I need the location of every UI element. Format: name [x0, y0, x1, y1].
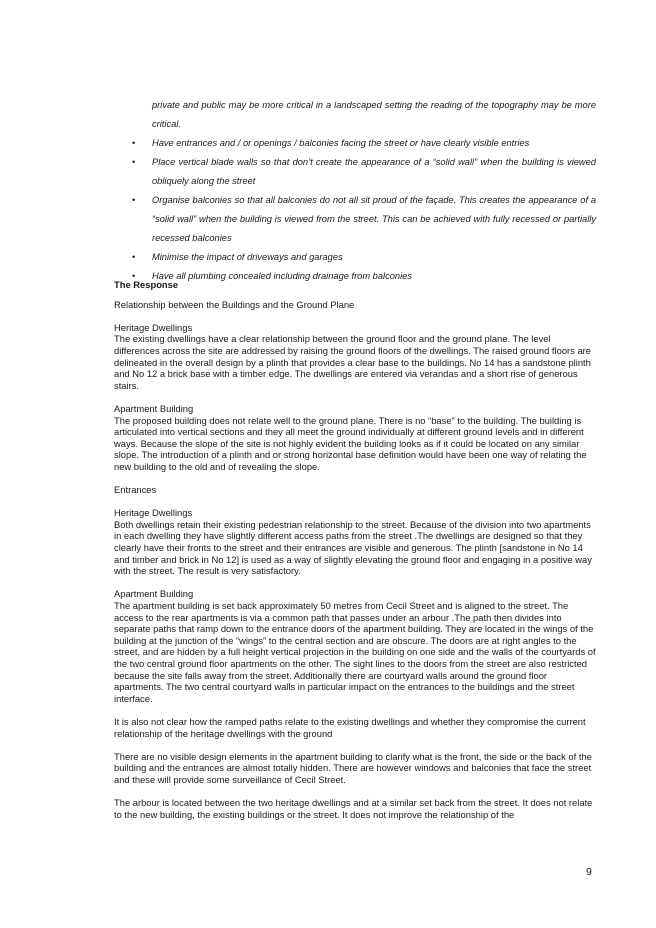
subheading-entrances: Entrances [114, 484, 157, 496]
list-item [114, 153, 596, 191]
list-item [114, 134, 596, 153]
list-item [114, 248, 596, 267]
subheading-ground-plane: Relationship between the Buildings and the Ground Plane [114, 298, 355, 310]
bullet-icon: • [132, 138, 136, 148]
apartment-heading: Apartment Building [114, 588, 194, 600]
list-item-text: Minimise the impact of driveways and garages [152, 252, 343, 262]
paragraph: There are no visible design elements in the apartment building to clarify what is the front, the side or the back of the building and the entrances are almost totally hidden. There are however windows and balconies that face the street and these will provide some surveillance of Cecil Street. [114, 750, 592, 785]
page-number: 9 [586, 866, 592, 878]
bullet-icon: • [132, 157, 136, 167]
list-item-text: Organise balconies so that all balconies do not all sit proud of the façade. This creates the appearance of a “solid wall” when the building is viewed from the street. This can be achieved with fully recessed or partially recessed balconies [152, 195, 596, 243]
paragraph: The existing dwellings have a clear relationship between the ground floor and the ground plane. The level differences across the site are addressed by raising the ground floors of the dwellings. The raised ground floors are delineated in the overall design by a plinth that provides a clear base to the buildings. No 14 has a sandstone plinth and No 12 a brick base with a timber edge. The dwellings are entered via verandas and a short rise of generous stairs. [114, 333, 592, 391]
response-section [114, 279, 598, 820]
bullet-icon: • [132, 195, 136, 205]
list-item [114, 191, 596, 248]
bullet-icon: • [132, 252, 136, 262]
list-item-text: Place vertical blade walls so that don’t create the appearance of a “solid wall” when the building is viewed obliquely along the street [152, 157, 596, 186]
heritage-heading: Heritage Dwellings [114, 321, 193, 333]
continued-paragraph: private and public may be more critical in a landscaped setting the reading of the topography may be more critical. [152, 100, 596, 129]
list-item-text: Have all plumbing concealed including drainage from balconies [152, 271, 412, 281]
heritage-heading: Heritage Dwellings [114, 507, 193, 519]
paragraph: The arbour is located between the two heritage dwellings and at a similar set back from the street. It does not relate to the new building, the existing buildings or the street. It does not improve the relationship of the [114, 797, 593, 820]
paragraph: The apartment building is set back approximately 50 metres from Cecil Street and is aligned to the street. The access to the rear apartments is via a common path that passes under an arbour .The path then divides into separate paths that ramp down to the entrance doors of the apartment building. They are located in the wings of the building at the junction of the “wings” to the central section and are obscure. The doors are at right angles to the street, and are hidden by a full height vertical projection in the building on one side and the walls of the courtyards of the two central ground floor apartments on the other. The sight lines to the doors from the street are also restricted because the site falls away from the street. Additionally there are courtyard walls around the ground floor apartments. The two central courtyard walls in particular impact on the entrances to the buildings and the street interface. [114, 600, 596, 704]
apartment-heading: Apartment Building [114, 402, 194, 414]
list-item-text: Have entrances and / or openings / balconies facing the street or have clearly visible entries [152, 138, 530, 148]
paragraph: Both dwellings retain their existing pedestrian relationship to the street. Because of the division into two apartments in each dwelling they have slightly different access paths from the street .The dwellings are designed so that they clearly have their fronts to the street and their entrances are visible and generous. The plinth [sandstone in No 14 and timber and brick in No 12] is used as a way of slightly elevating the ground floor and engaging in a positive way with the street. The result is very satisfactory. [114, 518, 592, 577]
paragraph: It is also not clear how the ramped paths relate to the existing dwellings and whether they compromise the current relationship of the heritage dwellings with the ground [114, 715, 586, 739]
bullet-list [114, 134, 596, 286]
bullet-icon: • [132, 271, 136, 281]
paragraph: The proposed building does not relate well to the ground plane. There is no “base” to the building. The building is articulated into vertical sections and they all meet the ground individually at different ground levels and in different ways. Because the slope of the site is not highly evident the building looks as if it could be located on any similar slope. The introduction of a plinth and or strong horizontal base definition would have been one way of relating the new building to the old and of revealing the slope. [114, 414, 587, 472]
section-heading: The Response [114, 279, 179, 290]
